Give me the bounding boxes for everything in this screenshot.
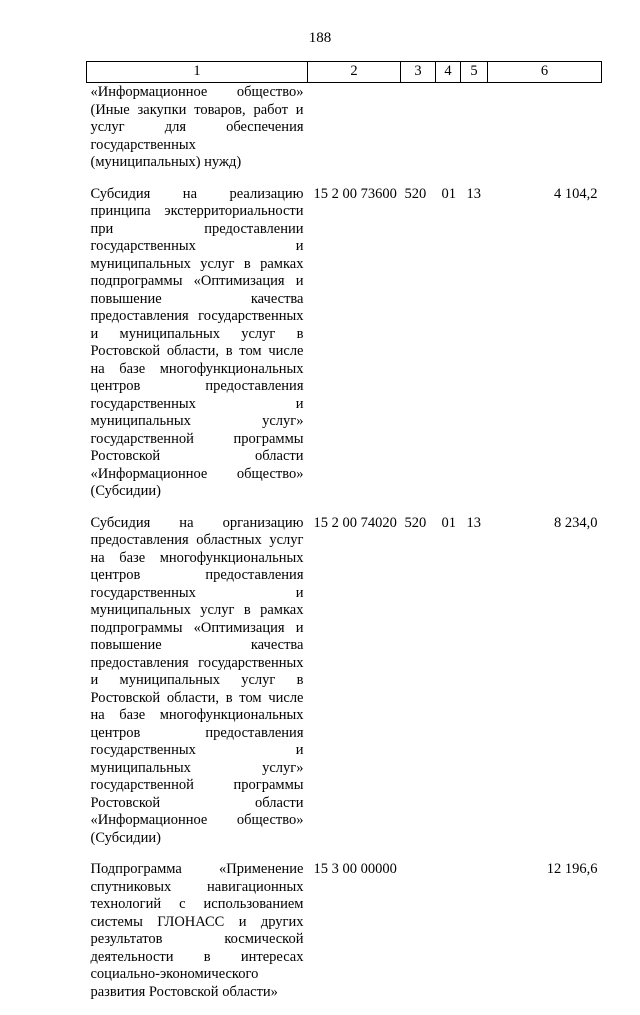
page-number: 188 [308, 30, 332, 46]
header-col-name: 1 [87, 62, 308, 83]
row-pr [461, 861, 488, 1015]
header-col-vr: 3 [401, 62, 436, 83]
table-row [87, 83, 602, 186]
row-name: Подпрограмма «Применение спутниковых навигационных технологий с использованием системы ГЛОНАСС и других результатов космической деятельности в интересах социально-экономического развития Ростовской области» [90, 861, 304, 1000]
row-csr: 15 2 00 74020 [313, 514, 397, 531]
row-csr: 15 2 00 73600 [313, 185, 397, 202]
row-sum: 4 104,2 [554, 185, 598, 202]
header-col-sum: 6 [488, 62, 602, 83]
table-row [87, 515, 602, 862]
header-col-rz: 4 [436, 62, 461, 83]
table-row [87, 186, 602, 515]
row-rz [436, 861, 461, 1015]
row-vr: 520 [404, 185, 427, 202]
row-sum: 8 234,0 [554, 514, 598, 531]
row-name: «Информационное общество» (Иные закупки товаров, работ и услуг для обеспечения государственных (муниципальных) нужд) [90, 84, 304, 170]
header-col-pr: 5 [461, 62, 488, 83]
row-pr [461, 83, 488, 186]
row-sum: 12 196,6 [546, 861, 598, 877]
row-name: Субсидия на реализацию принципа экстерриториальности при предоставлении государственных и муниципальных услуг в рамках подпрограммы «Оптимизация и повышение качества предоставления государственных и муниципальных услуг в Ростовской области, в том числе на базе многофункциональных центров предоставления государственных и муниципальных услуг» государственной программы Ростовской области «Информационное общество» (Субсидии) [90, 185, 304, 499]
row-csr: 15 3 00 00000 [313, 861, 397, 877]
table-row [87, 861, 602, 1015]
row-vr [401, 83, 436, 186]
row-name: Субсидия на организацию предоставления областных услуг на базе многофункциональных центров предоставления государственных и муниципальных услуг в рамках подпрограммы «Оптимизация и повышение качества предоставления государственных и муниципальных услуг в Ростовской области, в том числе на базе многофункциональных центров предоставления государственных и муниципальных услуг» государственной программы Ростовской области «Информационное общество» (Субсидии) [90, 514, 304, 846]
row-pr: 13 [466, 185, 481, 202]
row-rz: 01 [441, 185, 456, 202]
row-vr [401, 861, 436, 1015]
row-rz [436, 83, 461, 186]
row-pr: 13 [466, 514, 481, 531]
header-col-csr: 2 [308, 62, 401, 83]
row-vr: 520 [404, 514, 427, 531]
table-header-row [87, 62, 602, 83]
row-sum [488, 83, 602, 186]
row-rz: 01 [441, 514, 456, 531]
budget-table [86, 61, 602, 1015]
row-csr [308, 83, 401, 186]
